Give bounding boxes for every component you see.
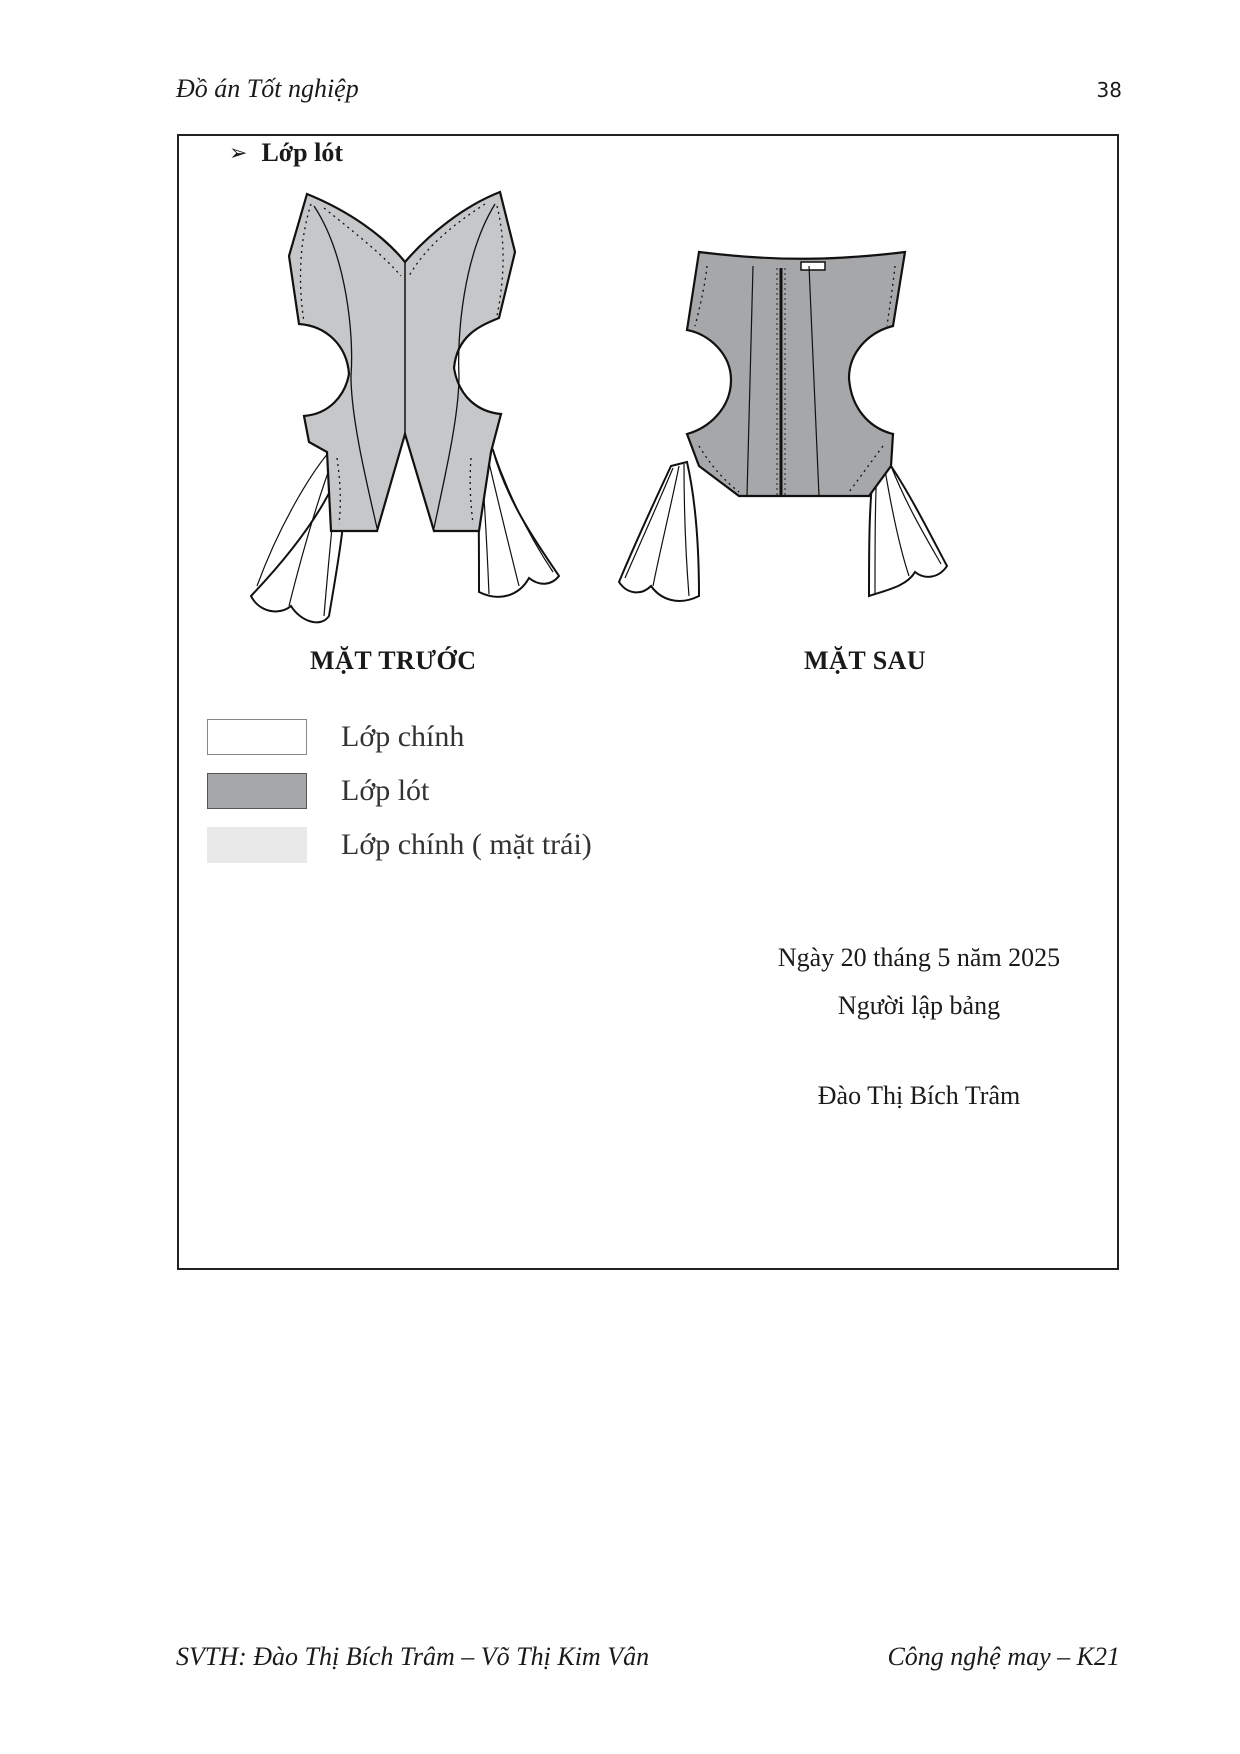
- front-view-drawing: [251, 192, 559, 622]
- front-bodice: [289, 192, 515, 531]
- legend-label: Lớp chính: [341, 720, 465, 753]
- content-frame: [177, 134, 1119, 1270]
- page-number: 38: [1096, 78, 1122, 102]
- footer-authors: SVTH: Đào Thị Bích Trâm – Võ Thị Kim Vân: [176, 1642, 650, 1671]
- signature-date: Ngày 20 tháng 5 năm 2025: [777, 943, 1061, 972]
- front-view-caption: MẶT TRƯỚC: [310, 646, 477, 675]
- legend-label: Lớp chính ( mặt trái): [341, 828, 592, 861]
- legend-label: Lớp lót: [341, 774, 430, 807]
- front-right-flounce: [477, 450, 559, 597]
- page-header-title: Đồ án Tốt nghiệp: [176, 74, 359, 103]
- legend: [207, 710, 592, 872]
- back-left-flounce: [619, 462, 699, 601]
- section-heading-text: Lớp lót: [261, 138, 344, 167]
- signature-block: [739, 934, 1099, 1120]
- legend-item-main-layer-reverse: [207, 818, 592, 872]
- section-heading: [229, 138, 343, 168]
- swatch-main-layer-reverse: [207, 827, 307, 863]
- back-bodice: [687, 252, 905, 496]
- legend-item-lining-layer: [207, 764, 592, 818]
- swatch-lining-layer: [207, 773, 307, 809]
- back-view-drawing: [619, 252, 947, 601]
- footer-course: Công nghệ may – K21: [887, 1642, 1120, 1671]
- swatch-main-layer: [207, 719, 307, 755]
- legend-item-main-layer: [207, 710, 592, 764]
- arrow-bullet-icon: ➢: [229, 140, 248, 166]
- back-view-caption: MẶT SAU: [804, 646, 927, 675]
- signature-role: Người lập bảng: [837, 991, 1001, 1020]
- back-right-flounce: [869, 462, 947, 596]
- signature-name: Đào Thị Bích Trâm: [817, 1081, 1021, 1110]
